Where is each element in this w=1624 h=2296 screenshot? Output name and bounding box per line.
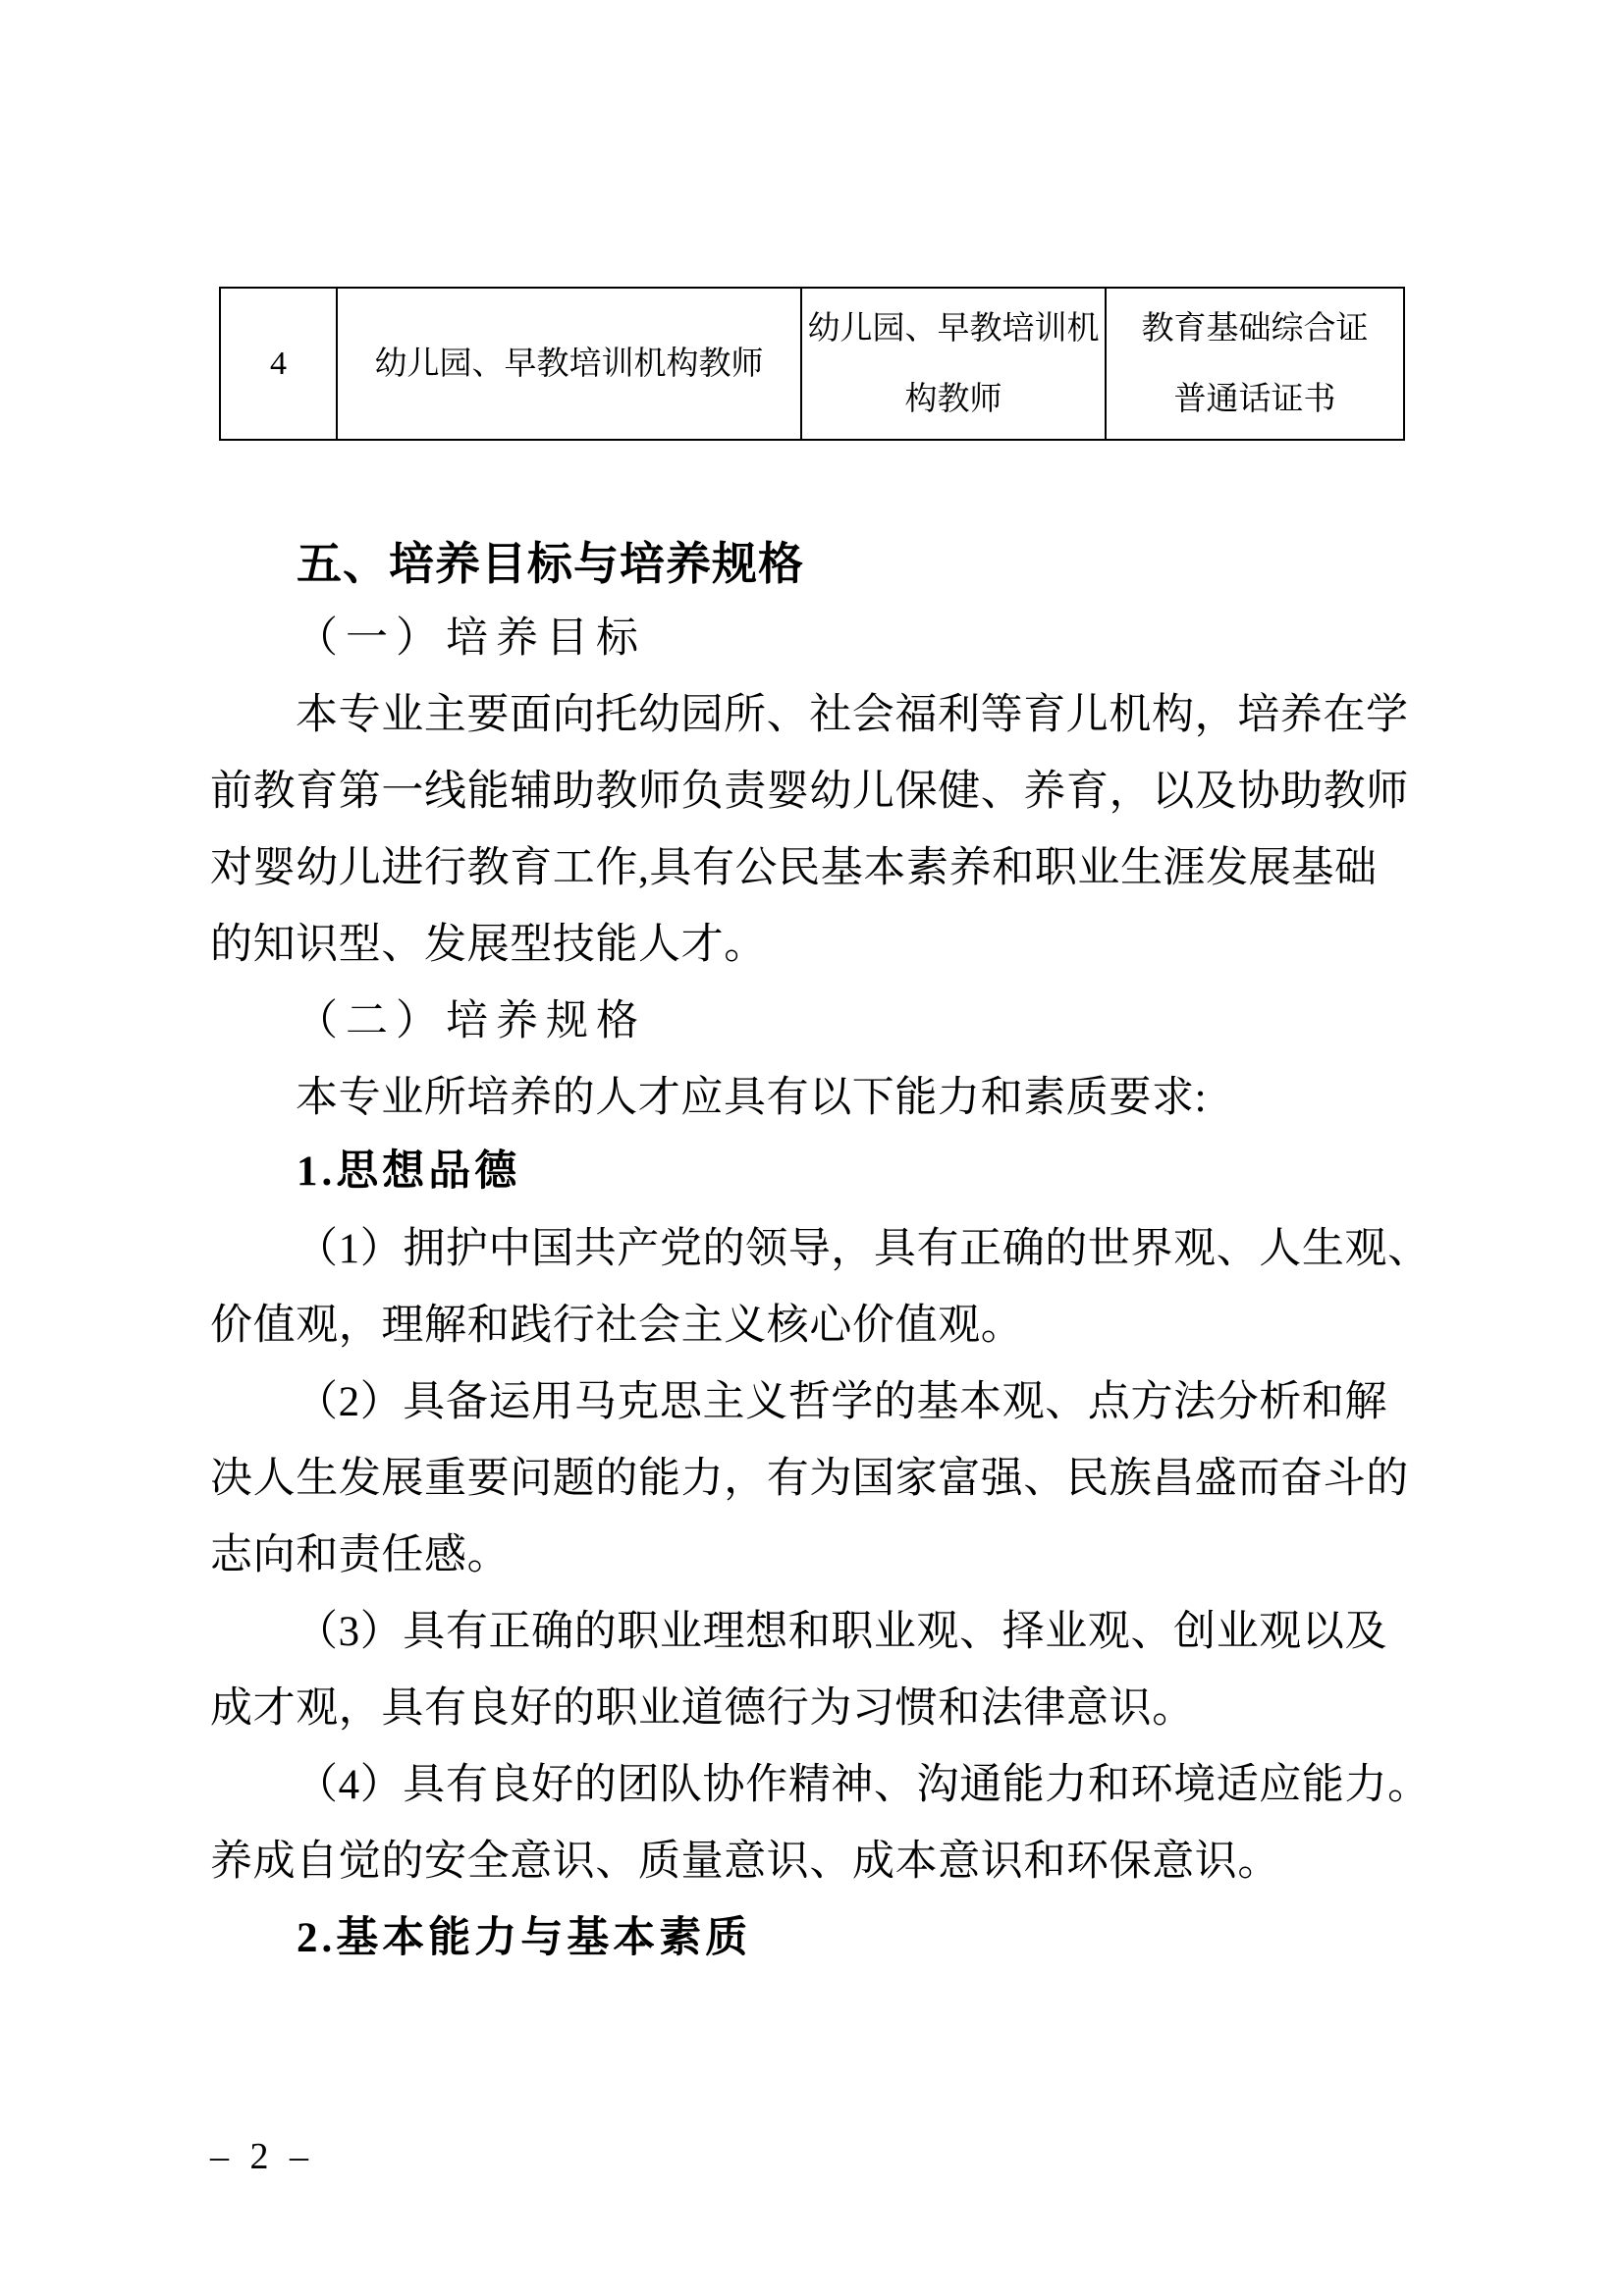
cell-position-wrapped-line1: 幼儿园、早教培训机 <box>807 310 1100 347</box>
paragraph-item4-line1: （4）具有良好的团队协作精神、沟通能力和环境适应能力。 <box>296 1762 1431 1808</box>
paragraph-goal-line3: 对婴幼儿进行教育工作,具有公民基本素养和职业生涯发展基础 <box>210 845 1378 891</box>
paragraph-item2-line1: （2）具备运用马克思主义哲学的基本观、点方法分析和解 <box>296 1379 1388 1425</box>
paragraph-item2-line2: 决人生发展重要问题的能力，有为国家富强、民族昌盛而奋斗的 <box>210 1456 1409 1502</box>
cell-certificate-line1: 教育基础综合证 <box>1141 310 1369 347</box>
item-heading-2: 2.基本能力与基本素质 <box>297 1915 752 1961</box>
paragraph-item3-line1: （3）具有正确的职业理想和职业观、择业观、创业观以及 <box>296 1609 1388 1655</box>
paragraph-item1-line2: 价值观，理解和践行社会主义核心价值观。 <box>210 1303 1024 1349</box>
cell-position-wrapped-line2: 构教师 <box>904 381 1002 417</box>
paragraph-goal-line2: 前教育第一线能辅助教师负责婴幼儿保健、养育，以及协助教师 <box>210 769 1409 815</box>
paragraph-item4-line2: 养成自觉的安全意识、质量意识、成本意识和环保意识。 <box>210 1839 1280 1885</box>
section-heading: 五、培养目标与培养规格 <box>297 538 804 589</box>
paragraph-spec-intro: 本专业所培养的人才应具有以下能力和素质要求: <box>296 1075 1208 1121</box>
sub-heading-2: （二）培养规格 <box>296 998 646 1044</box>
page-number: – 2 – <box>210 2136 314 2177</box>
paragraph-goal-line1: 本专业主要面向托幼园所、社会福利等育儿机构，培养在学 <box>296 692 1409 738</box>
occupation-table <box>219 287 1405 441</box>
cell-certificates <box>1106 288 1404 440</box>
cell-seq-number: 4 <box>220 288 337 440</box>
cell-position-wrapped <box>801 288 1106 440</box>
paragraph-goal-line4: 的知识型、发展型技能人才。 <box>210 922 767 968</box>
cell-position: 幼儿园、早教培训机构教师 <box>337 288 801 440</box>
paragraph-item1-line1: （1）拥护中国共产党的领导，具有正确的世界观、人生观、 <box>296 1226 1431 1272</box>
paragraph-item3-line2: 成才观，具有良好的职业道德行为习惯和法律意识。 <box>210 1685 1195 1732</box>
sub-heading-1: （一）培养目标 <box>296 615 646 662</box>
item-heading-1: 1.思想品德 <box>297 1148 521 1195</box>
paragraph-item2-line3: 志向和责任感。 <box>210 1532 511 1578</box>
cell-certificate-line2: 普通话证书 <box>1173 381 1336 417</box>
table-row <box>220 288 1404 440</box>
